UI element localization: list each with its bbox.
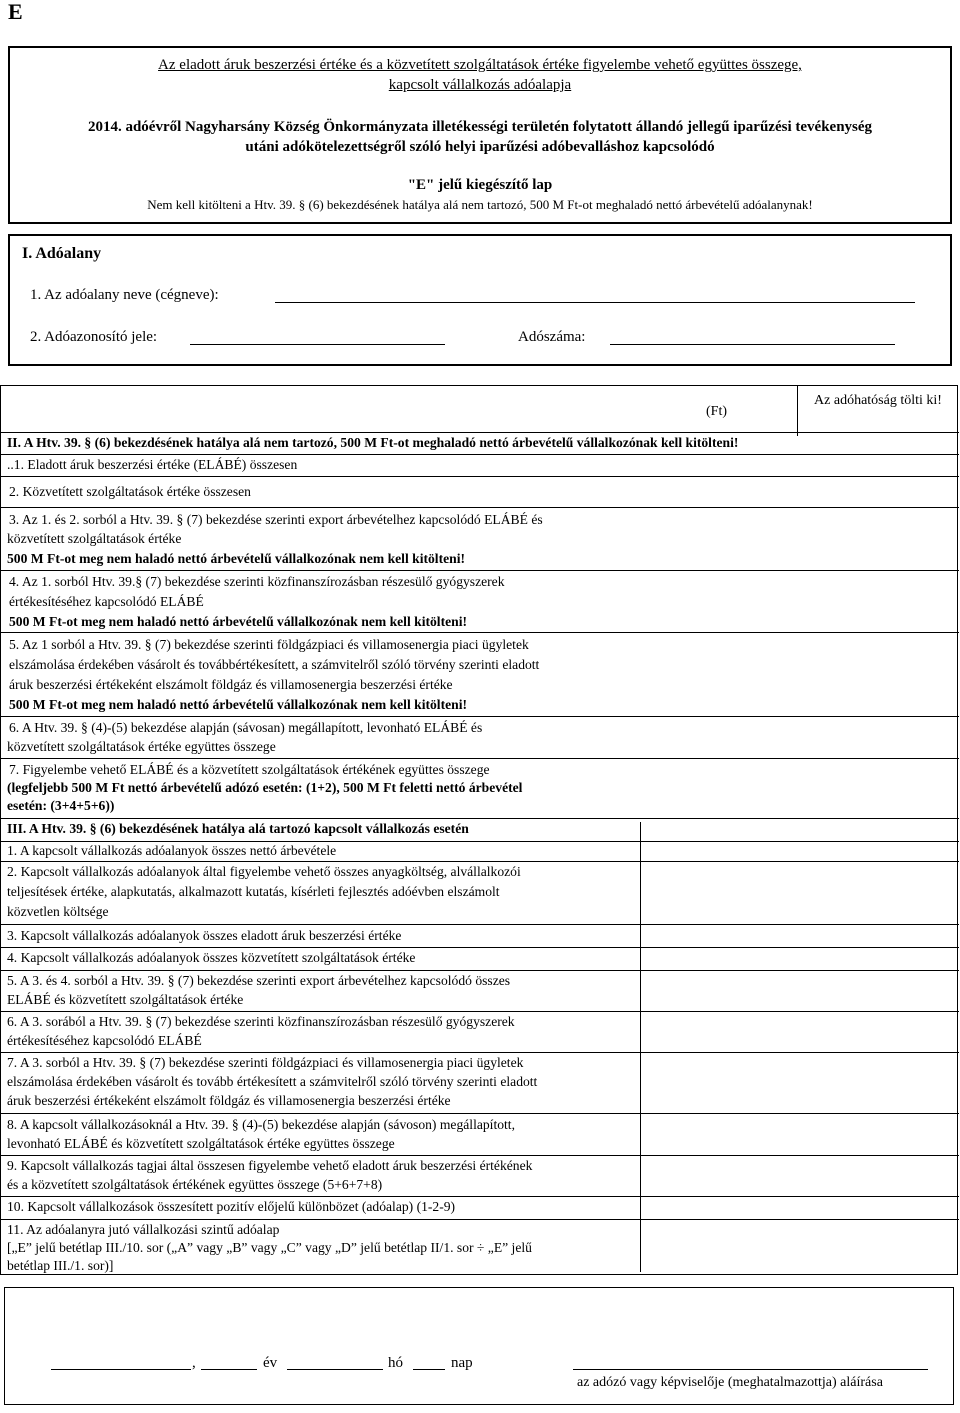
tax-number-field[interactable] bbox=[610, 344, 895, 345]
month-field[interactable] bbox=[287, 1369, 383, 1370]
table-row: 8. A kapcsolt vállalkozásoknál a Htv. 39. § (4)-(5) bekezdése alapján (sávoson) megállapított, bbox=[7, 1117, 515, 1132]
table-row: közvetlen költsége bbox=[7, 904, 109, 919]
section1-heading: I. Adóalany bbox=[22, 245, 102, 262]
table-row: elszámolása érdekében vásárolt és továbbértékesített, a számvitelről szóló törvény szerinti eladott bbox=[9, 657, 540, 672]
table-row: 10. Kapcsolt vállalkozások összesített pozitív előjelű különbözet (adóalap) (1-2-9) bbox=[7, 1199, 456, 1214]
table-row: közvetített szolgáltatások értéke együttes összege bbox=[7, 739, 276, 754]
ft-column-header: (Ft) bbox=[706, 404, 727, 419]
table-row: értékesítéséhez kapcsolódó ELÁBÉ bbox=[9, 594, 204, 609]
table-row-note: 500 M Ft-ot meg nem haladó nettó árbevételű vállalkozónak nem kell kitölteni! bbox=[9, 614, 467, 629]
day-label: nap bbox=[451, 1355, 473, 1371]
table-row: értékesítéséhez kapcsolódó ELÁBÉ bbox=[7, 1033, 202, 1048]
header-box bbox=[8, 46, 952, 224]
section2-heading: II. A Htv. 39. § (6) bekezdésének hatálya alá nem tartozó, 500 M Ft-ot meghaladó nettó árbevételű vállalkozónak kell kitölteni! bbox=[7, 435, 739, 450]
table-row: 5. Az 1 sorból a Htv. 39. § (7) bekezdése szerinti földgázpiaci és villamosenergia piaci ügyletek bbox=[9, 637, 529, 652]
table-row: 11. Az adóalanyra jutó vállalkozási szintű adóalap bbox=[7, 1222, 280, 1237]
authority-column-header: Az adóhatóság tölti ki! bbox=[814, 393, 942, 408]
table-row: 4. Kapcsolt vállalkozás adóalanyok összes közvetített szolgáltatások értéke bbox=[7, 950, 416, 965]
table-row: esetén: (3+4+5+6)) bbox=[7, 798, 115, 813]
table-row: közvetített szolgáltatások értéke bbox=[7, 531, 182, 546]
table-row: 7. Figyelembe vehető ELÁBÉ és a közvetített szolgáltatások értékének együttes összege bbox=[9, 762, 490, 777]
table-row: 3. Kapcsolt vállalkozás adóalanyok összes eladott áruk beszerzési értéke bbox=[7, 928, 402, 943]
signature-box bbox=[4, 1287, 954, 1405]
header-note: Nem kell kitölteni a Htv. 39. § (6) bekezdésének hatálya alá nem tartozó, 500 M Ft-ot meghaladó nettó árbevételű adóalanynak! bbox=[147, 197, 813, 212]
page-letter: E bbox=[8, 0, 23, 24]
table-row: 3. Az 1. és 2. sorból a Htv. 39. § (7) bekezdése szerinti export árbevételhez kapcsolódó ELÁBÉ és bbox=[9, 512, 543, 527]
table-row: 6. A 3. sorából a Htv. 39. § (7) bekezdése szerinti közfinanszírozásban részesülő gyógyszerek bbox=[7, 1014, 515, 1029]
tax-id-field[interactable] bbox=[190, 344, 445, 345]
table-row: 2. Közvetített szolgáltatások értéke összesen bbox=[9, 484, 251, 499]
name-field[interactable] bbox=[275, 302, 915, 303]
main-table bbox=[0, 385, 958, 1275]
place-field[interactable] bbox=[51, 1369, 191, 1370]
lap-title: "E" jelű kiegészítő lap bbox=[407, 177, 553, 193]
table-row: áruk beszerzési értékeként elszámolt földgáz és villamosenergia beszerzési értéke bbox=[9, 677, 453, 692]
table-row: ..1. Eladott áruk beszerzési értéke (ELÁBÉ) összesen bbox=[7, 457, 298, 472]
year-field[interactable] bbox=[201, 1369, 257, 1370]
signature-caption: az adózó vagy képviselője (meghatalmazottja) aláírása bbox=[577, 1375, 883, 1390]
form-title-line2: kapcsolt vállalkozás adóalapja bbox=[388, 77, 572, 93]
month-label: hó bbox=[388, 1355, 403, 1371]
form-title-line1: Az eladott áruk beszerzési értéke és a közvetített szolgáltatások értéke figyelembe vehető együttes összege, bbox=[158, 57, 802, 73]
year-label: év bbox=[263, 1355, 278, 1371]
table-row-note: 500 M Ft-ot meg nem haladó nettó árbevételű vállalkozónak nem kell kitölteni! bbox=[7, 551, 465, 566]
table-row: 2. Kapcsolt vállalkozás adóalanyok által figyelembe vehető összes anyagköltség, alvállalkozói bbox=[7, 864, 521, 879]
table-row: 6. A Htv. 39. § (4)-(5) bekezdése alapján (sávosan) megállapított, levonható ELÁBÉ és bbox=[9, 720, 483, 735]
table-row: áruk beszerzési értékeként elszámolt földgáz és villamosenergia beszerzési értéke bbox=[7, 1093, 451, 1108]
name-label: 1. Az adóalany neve (cégneve): bbox=[30, 287, 219, 303]
column-divider bbox=[640, 822, 641, 1272]
table-row-note: 500 M Ft-ot meg nem haladó nettó árbevételű vállalkozónak nem kell kitölteni! bbox=[9, 697, 467, 712]
column-divider bbox=[797, 386, 798, 436]
table-row: 4. Az 1. sorból Htv. 39.§ (7) bekezdése szerinti közfinanszírozásban részesülő gyógyszerek bbox=[9, 574, 505, 589]
table-row: levonható ELÁBÉ és közvetített szolgáltatások értéke együttes összege bbox=[7, 1136, 395, 1151]
table-row: teljesítések értéke, alapkutatás, alkalmazott kutatás, kísérleti fejlesztés adóévben elszámolt bbox=[7, 884, 500, 899]
day-field[interactable] bbox=[413, 1369, 445, 1370]
table-row: (legfeljebb 500 M Ft nettó árbevételű adózó esetén: (1+2), 500 M Ft feletti nettó árbevétel bbox=[7, 780, 523, 795]
table-row: 7. A 3. sorból a Htv. 39. § (7) bekezdése szerinti földgázpiaci és villamosenergia piaci ügyletek bbox=[7, 1055, 524, 1070]
tax-number-label: Adószáma: bbox=[518, 329, 586, 345]
adoalany-box bbox=[8, 234, 952, 366]
table-row: 9. Kapcsolt vállalkozás tagjai által összesen figyelembe vehető eladott áruk beszerzési értékének bbox=[7, 1158, 533, 1173]
intro-line1: 2014. adóévről Nagyharsány Község Önkormányzata illetékességi területén folytatott állandó jellegű iparűzési tevékenység bbox=[87, 119, 873, 135]
table-row: betétlap III./1. sor)] bbox=[7, 1258, 114, 1273]
date-comma: , bbox=[192, 1355, 196, 1371]
section3-heading: III. A Htv. 39. § (6) bekezdésének hatálya alá tartozó kapcsolt vállalkozás esetén bbox=[7, 821, 469, 836]
signature-field[interactable] bbox=[573, 1369, 928, 1370]
intro-line2: utáni adókötelezettségről szóló helyi iparűzési adóbevalláshoz kapcsolódó bbox=[245, 139, 715, 155]
table-row: 1. A kapcsolt vállalkozás adóalanyok összes nettó árbevétele bbox=[7, 843, 337, 858]
table-row: elszámolása érdekében vásárolt és tovább értékesített a számvitelről szóló törvény szerinti eladott bbox=[7, 1074, 538, 1089]
table-row: 5. A 3. és 4. sorból a Htv. 39. § (7) bekezdése szerinti export árbevételhez kapcsolódó összes bbox=[7, 973, 511, 988]
id-label: 2. Adóazonosító jele: bbox=[30, 329, 158, 345]
table-row: [„E” jelű betétlap III./10. sor („A” vagy „B” vagy „C” vagy „D” jelű betétlap II/1. sor ÷ „E” jelű bbox=[7, 1240, 532, 1255]
table-row: ELÁBÉ és közvetített szolgáltatások értéke bbox=[7, 992, 244, 1007]
table-row: és a közvetített szolgáltatások értékének együttes összege (5+6+7+8) bbox=[7, 1177, 383, 1192]
